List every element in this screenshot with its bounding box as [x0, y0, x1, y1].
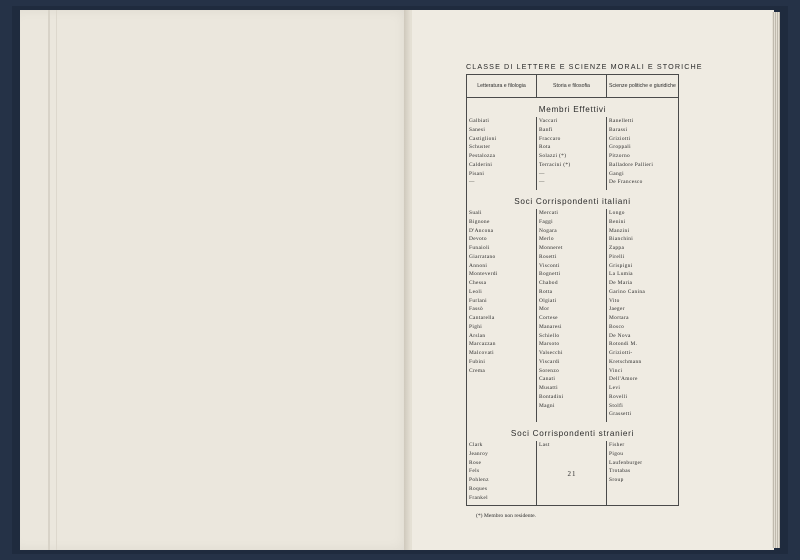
member-name: Benini	[609, 218, 626, 225]
member-name: Barassi	[609, 126, 628, 133]
member-name: Bosco	[609, 323, 625, 330]
member-name: Sroup	[609, 477, 624, 483]
names-column	[607, 209, 679, 422]
column-header: Storia e filosofia	[537, 75, 607, 98]
footnote: (*) Membro non residente.	[476, 513, 536, 520]
member-name: Pisani	[469, 170, 485, 177]
member-name: Fisher	[609, 442, 625, 448]
member-name: Last	[539, 442, 550, 448]
member-name: Rose	[469, 459, 482, 466]
member-name: Clark	[469, 442, 483, 448]
member-name: Griziotti	[609, 135, 631, 142]
page-edges	[772, 12, 780, 548]
member-name: Rota	[539, 144, 551, 151]
member-name: Marsoto	[539, 341, 560, 348]
member-name: Pigou	[609, 450, 624, 457]
member-name: Rotta	[539, 288, 553, 295]
member-name: Kretschmann	[609, 358, 642, 365]
member-name: Faggi	[539, 218, 554, 225]
column-header: Scienze politiche e giuridiche	[607, 75, 679, 98]
member-name: Jeanroy	[469, 450, 489, 457]
member-name: Galbiati	[469, 118, 490, 124]
member-name: De Nova	[609, 332, 631, 339]
member-name: Grispigni	[609, 262, 633, 269]
member-name: Rotondi M.	[609, 341, 638, 348]
section-title-row	[467, 422, 679, 441]
member-name: Giarratano	[469, 253, 496, 260]
member-name: Groppali	[609, 144, 631, 151]
member-name: Pestalozza	[469, 153, 496, 159]
member-name: Garino Canina	[609, 288, 646, 295]
member-name: Grassetti	[609, 411, 632, 418]
member-name: Bianchini	[609, 236, 634, 243]
member-name: Bignone	[469, 218, 490, 225]
member-name: Mercati	[539, 210, 559, 216]
member-name: Monneret	[539, 245, 563, 251]
member-name: Cortese	[539, 315, 558, 321]
left-page-edge	[48, 10, 50, 550]
section-title: Membri Effettivi	[467, 98, 679, 118]
member-name: Calderini	[469, 161, 493, 168]
section-names-row	[467, 209, 679, 422]
member-name: Valsecchi	[539, 350, 563, 356]
member-name: —	[469, 179, 475, 186]
member-name: Schuster	[469, 144, 491, 151]
member-name: Frankel	[469, 494, 488, 501]
member-name: Leoli	[469, 288, 483, 295]
member-name: Vaccari	[539, 118, 558, 124]
section-title-row	[467, 190, 679, 209]
member-name: D'Ancona	[469, 227, 494, 234]
member-name: Manzini	[609, 227, 630, 234]
member-name: De Maria	[609, 280, 633, 286]
member-name: Castiglioni	[469, 135, 497, 142]
member-name: Roques	[469, 485, 488, 492]
member-name: Trotabas	[609, 468, 631, 475]
member-name: Sorenzo	[539, 367, 560, 374]
member-name: Fassò	[469, 306, 484, 313]
member-name: —	[539, 170, 545, 177]
member-name: La Lumia	[609, 271, 633, 278]
member-name: Pirelli	[609, 253, 625, 260]
roster-content	[466, 62, 703, 520]
member-name: Pighi	[469, 323, 483, 330]
table-header-row	[467, 75, 679, 98]
member-name: Musatti	[539, 385, 558, 391]
member-name: Fels	[469, 468, 480, 475]
member-name: Rovelli	[609, 393, 628, 400]
left-page	[20, 10, 412, 550]
column-header: Letteratura e filologia	[467, 75, 537, 98]
member-name: Levi	[609, 385, 621, 391]
roster-table	[466, 74, 679, 506]
member-name: Bognetti	[539, 271, 561, 278]
member-name: Rosetti	[539, 253, 557, 260]
member-name: Nogara	[539, 227, 557, 234]
member-name: Terracini (*)	[539, 161, 571, 168]
section-title-row	[467, 98, 679, 118]
member-name: Magni	[539, 402, 555, 409]
member-name: Chessa	[469, 280, 487, 286]
member-name: Monteverdi	[469, 271, 498, 278]
member-name: Marcazzan	[469, 341, 496, 348]
member-name: Pohlenz	[469, 477, 489, 483]
member-name: Schiello	[539, 332, 560, 339]
member-name: Jaeger	[609, 306, 625, 313]
names-column	[607, 117, 679, 190]
names-column	[467, 441, 537, 506]
member-name: Banfi	[539, 126, 553, 133]
member-name: Solazzi (*)	[539, 153, 567, 159]
member-name: Canati	[539, 376, 556, 383]
member-name: Furlani	[469, 297, 488, 304]
member-name: Pitzorno	[609, 153, 631, 159]
member-name: Stolfi	[609, 402, 624, 409]
member-name: Chabod	[539, 280, 558, 286]
left-page-edge-2	[56, 10, 57, 550]
member-name: Arslan	[469, 332, 486, 339]
names-column	[607, 441, 679, 506]
member-name: —	[539, 179, 545, 186]
names-column	[467, 209, 537, 422]
member-name: Crema	[469, 367, 486, 374]
member-name: Balladore Pallieri	[609, 161, 654, 168]
member-name: Sanesi	[469, 126, 486, 133]
member-name: Viscardi	[539, 358, 560, 365]
section-names-row	[467, 117, 679, 190]
member-name: De Francesco	[609, 179, 643, 186]
member-name: Laufenburger	[609, 459, 643, 466]
names-column	[537, 117, 607, 190]
member-name: Visconti	[539, 262, 560, 269]
member-name: Annoni	[469, 262, 488, 269]
section-title: Soci Corrispondenti stranieri	[467, 422, 679, 441]
section-title: Soci Corrispondenti italiani	[467, 190, 679, 209]
class-title: CLASSE DI LETTERE E SCIENZE MORALI E STORICHE	[466, 62, 703, 71]
member-name: Longo	[609, 210, 625, 216]
member-name: Mortara	[609, 315, 629, 321]
member-name: Vinci	[609, 367, 623, 374]
member-name: Fraccaro	[539, 135, 561, 142]
member-name: Gangi	[609, 170, 624, 177]
member-name: Vito	[609, 297, 620, 304]
member-name: Cantarella	[469, 315, 495, 321]
member-name: Suali	[469, 210, 482, 216]
member-name: Zappa	[609, 245, 625, 251]
sections-body	[467, 98, 679, 506]
member-name: Mor	[539, 306, 550, 313]
member-name: Malcovati	[469, 350, 495, 356]
member-name: Griziotti-	[609, 350, 633, 356]
member-name: Funaioli	[469, 245, 490, 251]
page-number: 21	[567, 470, 577, 478]
member-name: Dell'Amore	[609, 376, 638, 383]
names-column	[467, 117, 537, 190]
member-name: Manaresi	[539, 323, 562, 330]
member-name: Ranelletti	[609, 118, 634, 124]
member-name: Bontadini	[539, 393, 564, 400]
member-name: Fubini	[469, 358, 486, 365]
member-name: Merlo	[539, 236, 554, 243]
member-name: Devoto	[469, 236, 487, 243]
names-column	[537, 209, 607, 422]
member-name: Olgiati	[539, 297, 557, 304]
